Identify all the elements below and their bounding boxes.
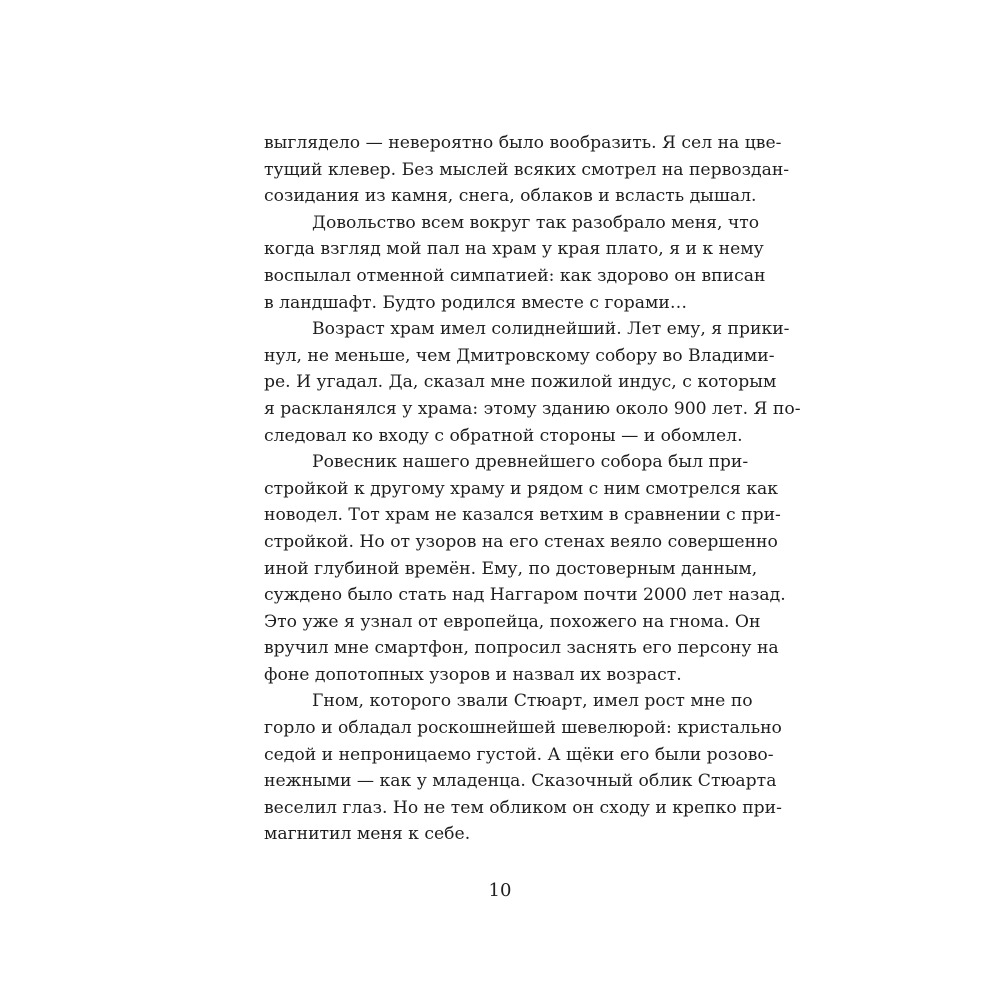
text-line: веселил глаз. Но не тем обликом он сходу и крепко при- (264, 797, 782, 818)
text-line: воспылал отменной симпатией: как здорово он вписан (264, 265, 766, 286)
body-text (264, 130, 801, 848)
page-number: 10 (488, 880, 512, 901)
text-line: вручил мне смартфон, попросил заснять его персону на (264, 638, 779, 659)
text-line: магнитил меня к себе. (264, 824, 471, 845)
text-line: Это уже я узнал от европейца, похожего на гнома. Он (264, 611, 761, 632)
text-line: иной глубиной времён. Ему, по достоверным данным, (264, 558, 758, 579)
text-line: я раскланялся у храма: этому зданию около 900 лет. Я по- (264, 398, 801, 419)
text-line: седой и непроницаемо густой. А щёки его были розово- (264, 744, 774, 765)
paragraph-first-line: Гном, которого звали Стюарт, имел рост мне по (312, 691, 753, 712)
text-line: ре. И угадал. Да, сказал мне пожилой индус, с которым (264, 372, 777, 393)
text-line: тущий клевер. Без мыслей всяких смотрел на первоздан- (264, 159, 790, 180)
text-line: фоне допотопных узоров и назвал их возраст. (264, 664, 682, 685)
paragraph-first-line: Возраст храм имел солиднейший. Лет ему, я прики- (312, 319, 790, 340)
text-line: стройкой. Но от узоров на его стенах веяло совершенно (264, 531, 778, 552)
text-line: нежными — как у младенца. Сказочный облик Стюарта (264, 771, 777, 792)
text-line: стройкой к другому храму и рядом с ним смотрелся как (264, 478, 779, 499)
text-line: в ландшафт. Будто родился вместе с горами… (264, 292, 688, 313)
text-line: выглядело — невероятно было вообразить. Я сел на цве- (264, 133, 782, 153)
text-line: когда взгляд мой пал на храм у края плато, я и к нему (264, 239, 764, 260)
text-line: горло и обладал роскошнейшей шевелюрой: кристально (264, 718, 782, 739)
text-line: созидания из камня, снега, облаков и всласть дышал. (264, 186, 757, 207)
text-line: нул, не меньше, чем Дмитровскому собору во Владими- (264, 345, 775, 366)
text-line: суждено было стать над Наггаром почти 2000 лет назад. (264, 585, 786, 606)
text-line: следовал ко входу с обратной стороны — и обомлел. (264, 425, 743, 446)
paragraph-first-line: Довольство всем вокруг так разобрало меня, что (312, 212, 760, 233)
paragraph-first-line: Ровесник нашего древнейшего собора был при- (312, 452, 749, 473)
text-line: новодел. Тот храм не казался ветхим в сравнении с при- (264, 505, 781, 526)
